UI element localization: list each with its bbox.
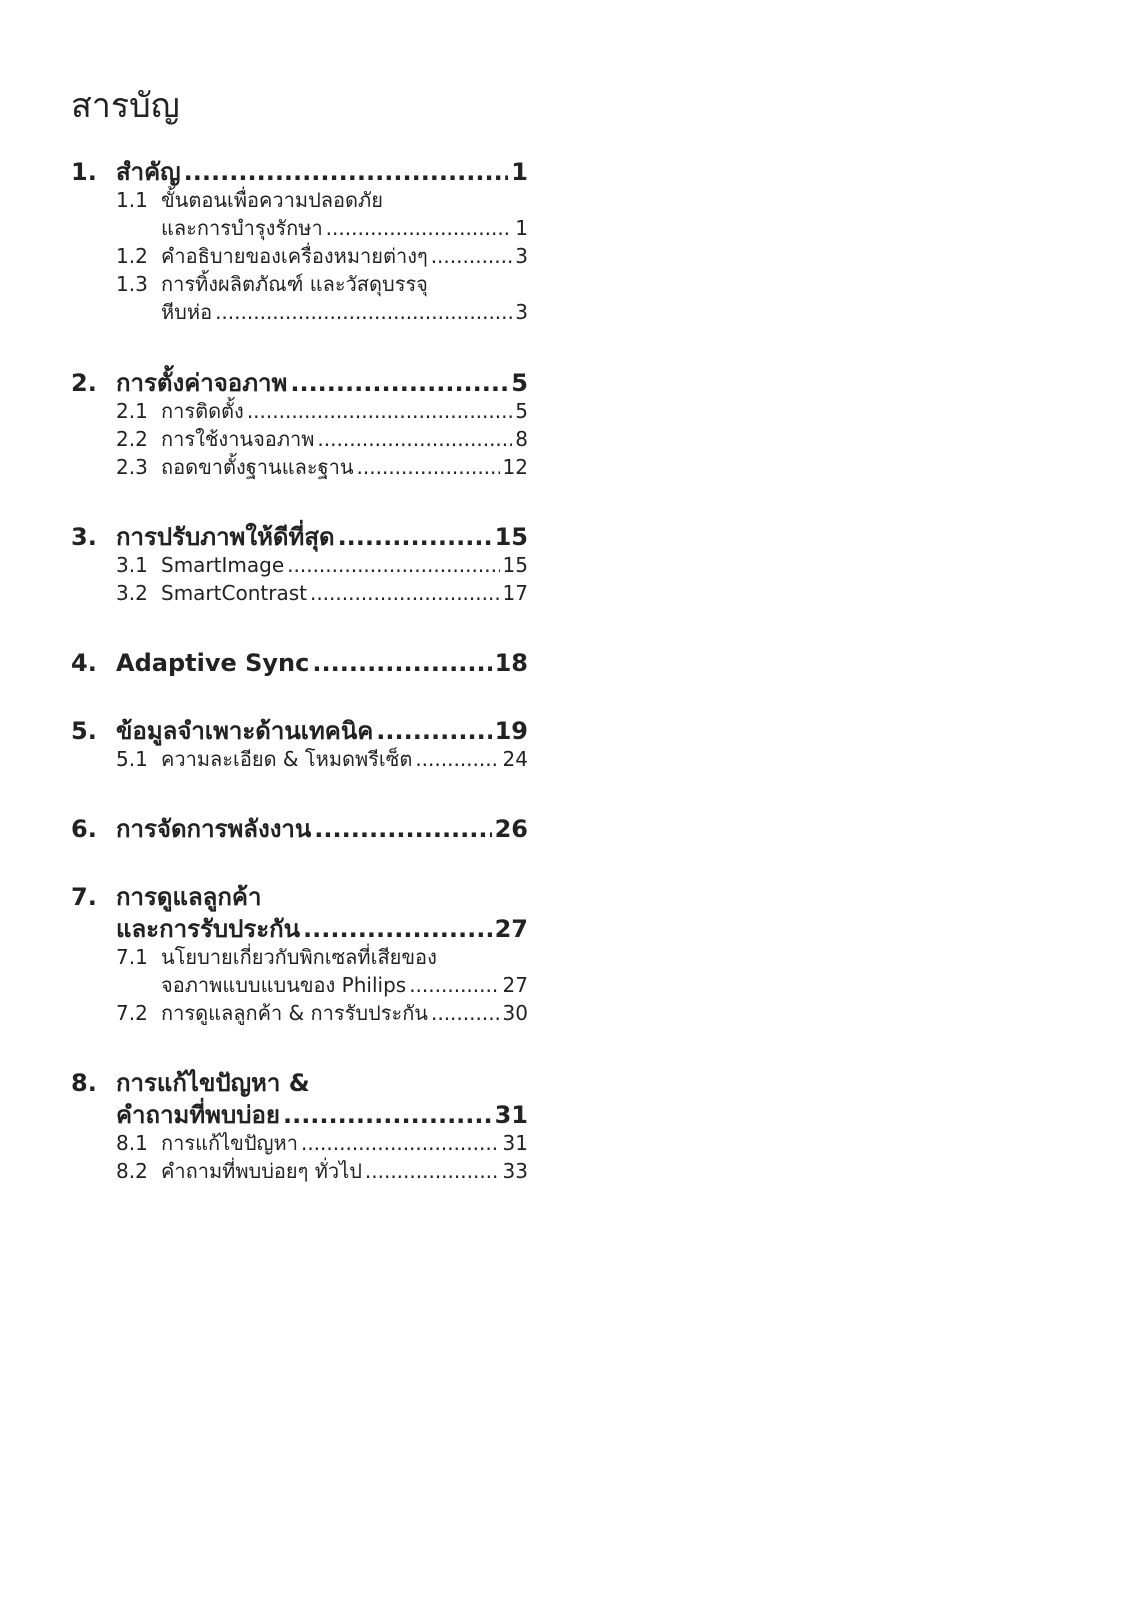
subsection-page-number: 33 xyxy=(502,1159,528,1183)
dot-leader xyxy=(290,367,508,399)
subsection-number: 1.2 xyxy=(116,244,148,268)
toc-section-entry-continued[interactable] xyxy=(116,913,528,945)
dot-leader xyxy=(415,745,499,773)
section-title: Adaptive Sync xyxy=(116,649,310,677)
section-page-number: 1 xyxy=(511,158,528,186)
subsection-page-number: 3 xyxy=(515,244,528,268)
subsection-page-number: 8 xyxy=(515,427,528,451)
dot-leader xyxy=(431,242,513,270)
section-page-number: 31 xyxy=(494,1101,528,1129)
subsection-number: 2.3 xyxy=(116,455,148,479)
dot-leader xyxy=(303,913,492,945)
toc-subsection-entry[interactable] xyxy=(116,551,528,579)
subsection-page-number: 5 xyxy=(515,399,528,423)
section-number: 6. xyxy=(71,815,97,843)
subsection-page-number: 12 xyxy=(502,455,528,479)
dot-leader xyxy=(376,715,491,747)
section-number: 4. xyxy=(71,649,97,677)
toc-subsection-entry[interactable] xyxy=(116,999,528,1027)
subsection-number: 1.3 xyxy=(116,272,148,296)
subsection-title: การทิ้งผลิตภัณฑ์ และวัสดุบรรจุ xyxy=(161,272,428,296)
section-number: 3. xyxy=(71,523,97,551)
section-title: สำคัญ xyxy=(116,158,181,186)
dot-leader xyxy=(317,425,512,453)
subsection-title-continued: จอภาพแบบแบนของ Philips xyxy=(161,973,407,997)
toc-section-entry[interactable] xyxy=(71,881,528,913)
toc-subsection-entry[interactable] xyxy=(116,425,528,453)
subsection-title: ถอดขาตั้งฐานและฐาน xyxy=(161,455,354,479)
subsection-page-number: 1 xyxy=(515,216,528,240)
subsection-title: การใช้งานจอภาพ xyxy=(161,427,315,451)
toc-section-entry[interactable] xyxy=(71,813,528,845)
subsection-number: 2.2 xyxy=(116,427,148,451)
toc-subsection-entry-continued[interactable] xyxy=(161,298,528,326)
section-page-number: 18 xyxy=(494,649,528,677)
dot-leader xyxy=(301,1129,500,1157)
subsection-title: การดูแลลูกค้า & การรับประกัน xyxy=(161,1001,428,1025)
section-title-continued: และการรับประกัน xyxy=(116,915,301,943)
toc-section-entry[interactable] xyxy=(71,715,528,747)
subsection-number: 8.1 xyxy=(116,1131,148,1155)
section-number: 1. xyxy=(71,158,97,186)
dot-leader xyxy=(357,453,500,481)
dot-leader xyxy=(283,1099,492,1131)
toc-subsection-entry[interactable] xyxy=(116,270,528,298)
section-page-number: 19 xyxy=(494,717,528,745)
subsection-title: การติดตั้ง xyxy=(161,399,244,423)
toc-section-entry[interactable] xyxy=(71,367,528,399)
toc-subsection-entry[interactable] xyxy=(116,1129,528,1157)
toc-subsection-entry[interactable] xyxy=(116,397,528,425)
subsection-title: นโยบายเกี่ยวกับพิกเซลที่เสียของ xyxy=(161,945,437,969)
section-page-number: 26 xyxy=(494,815,528,843)
toc-subsection-entry[interactable] xyxy=(116,453,528,481)
dot-leader xyxy=(338,521,492,553)
subsection-number: 1.1 xyxy=(116,188,148,212)
toc-subsection-entry[interactable] xyxy=(116,186,528,214)
dot-leader xyxy=(215,298,512,326)
dot-leader xyxy=(247,397,512,425)
section-number: 8. xyxy=(71,1069,97,1097)
toc-subsection-entry[interactable] xyxy=(116,579,528,607)
toc-subsection-entry[interactable] xyxy=(116,745,528,773)
section-number: 5. xyxy=(71,717,97,745)
section-title: การตั้งค่าจอภาพ xyxy=(116,369,288,397)
section-page-number: 15 xyxy=(494,523,528,551)
toc-section-entry-continued[interactable] xyxy=(116,1099,528,1131)
subsection-title: คำอธิบายของเครื่องหมายต่างๆ xyxy=(161,244,428,268)
subsection-page-number: 30 xyxy=(502,1001,528,1025)
toc-subsection-entry-continued[interactable] xyxy=(161,214,528,242)
dot-leader xyxy=(310,579,500,607)
subsection-title: การแก้ไขปัญหา xyxy=(161,1131,298,1155)
subsection-number: 2.1 xyxy=(116,399,148,423)
subsection-title-continued: หีบห่อ xyxy=(161,300,213,324)
subsection-title: คำถามที่พบบ่อยๆ ทั่วไป xyxy=(161,1159,362,1183)
dot-leader xyxy=(365,1157,500,1185)
subsection-number: 5.1 xyxy=(116,747,148,771)
dot-leader xyxy=(431,999,500,1027)
page-title: สารบัญ xyxy=(71,86,180,126)
subsection-title-continued: และการบำรุงรักษา xyxy=(161,216,323,240)
dot-leader xyxy=(326,214,513,242)
section-title: ข้อมูลจำเพาะด้านเทคนิค xyxy=(116,717,374,745)
section-number: 7. xyxy=(71,883,97,911)
subsection-page-number: 27 xyxy=(502,973,528,997)
subsection-number: 3.2 xyxy=(116,581,148,605)
dot-leader xyxy=(287,551,499,579)
subsection-page-number: 3 xyxy=(515,300,528,324)
toc-section-entry[interactable] xyxy=(71,647,528,679)
section-page-number: 27 xyxy=(494,915,528,943)
dot-leader xyxy=(409,971,499,999)
toc-section-entry[interactable] xyxy=(71,1067,528,1099)
dot-leader xyxy=(314,813,491,845)
section-title: การปรับภาพให้ดีที่สุด xyxy=(116,523,335,551)
dot-leader xyxy=(184,156,509,188)
subsection-number: 3.1 xyxy=(116,553,148,577)
dot-leader xyxy=(312,647,491,679)
section-page-number: 5 xyxy=(511,369,528,397)
toc-subsection-entry[interactable] xyxy=(116,1157,528,1185)
subsection-title: ความละเอียด & โหมดพรีเซ็ต xyxy=(161,747,413,771)
section-title-continued: คำถามที่พบบ่อย xyxy=(116,1101,280,1129)
subsection-number: 7.1 xyxy=(116,945,148,969)
toc-subsection-entry-continued[interactable] xyxy=(161,971,528,999)
subsection-page-number: 31 xyxy=(502,1131,528,1155)
subsection-number: 7.2 xyxy=(116,1001,148,1025)
toc-section-entry[interactable] xyxy=(71,521,528,553)
subsection-title: ขั้นตอนเพื่อความปลอดภัย xyxy=(161,188,383,212)
subsection-page-number: 15 xyxy=(502,553,528,577)
subsection-page-number: 24 xyxy=(502,747,528,771)
section-title: การจัดการพลังงาน xyxy=(116,815,312,843)
subsection-title: SmartImage xyxy=(161,553,285,577)
section-title: การแก้ไขปัญหา & xyxy=(116,1069,310,1097)
subsection-title: SmartContrast xyxy=(161,581,307,605)
toc-subsection-entry[interactable] xyxy=(116,242,528,270)
section-number: 2. xyxy=(71,369,97,397)
toc-section-entry[interactable] xyxy=(71,156,528,188)
subsection-page-number: 17 xyxy=(502,581,528,605)
section-title: การดูแลลูกค้า xyxy=(116,883,262,911)
subsection-number: 8.2 xyxy=(116,1159,148,1183)
toc-subsection-entry[interactable] xyxy=(116,943,528,971)
